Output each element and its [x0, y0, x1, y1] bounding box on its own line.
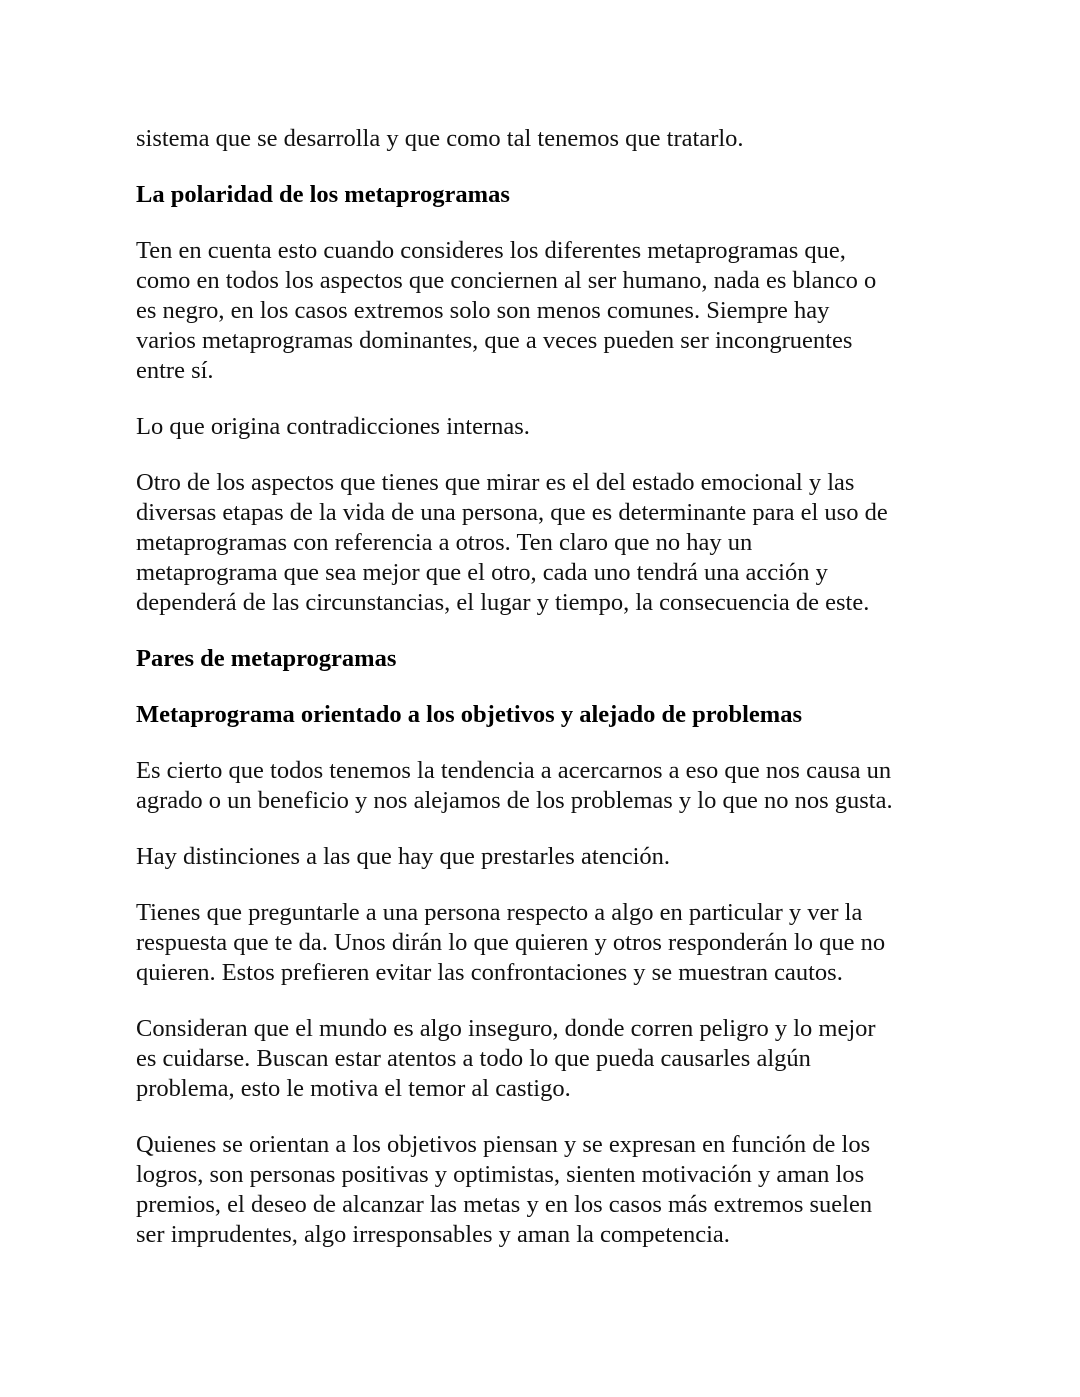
text-line: Hay distinciones a las que hay que prestarles atención.: [136, 843, 671, 870]
text-line: sistema que se desarrolla y que como tal tenemos que tratarlo.: [136, 125, 744, 152]
text-line: Lo que origina contradicciones internas.: [136, 413, 530, 440]
document-page: [136, 124, 956, 1276]
text-line: varios metaprogramas dominantes, que a veces pueden ser incongruentes: [136, 327, 853, 354]
text-line: Quienes se orientan a los objetivos piensan y se expresan en función de los: [136, 1131, 871, 1158]
text-line: quieren. Estos prefieren evitar las confrontaciones y se muestran cautos.: [136, 959, 843, 986]
heading-pares: Pares de metaprogramas: [136, 645, 397, 672]
text-line: entre sí.: [136, 357, 214, 384]
text-line: problema, esto le motiva el temor al castigo.: [136, 1075, 571, 1102]
text-line: metaprogramas con referencia a otros. Ten claro que no hay un: [136, 529, 753, 556]
text-line: Es cierto que todos tenemos la tendencia a acercarnos a eso que nos causa un: [136, 757, 892, 784]
paragraph-tendencia: [136, 756, 956, 816]
paragraph-ten-en-cuenta: [136, 236, 956, 386]
paragraph-objetivos: [136, 1130, 956, 1250]
paragraph-continuation: [136, 124, 956, 154]
text-line: es cuidarse. Buscan estar atentos a todo lo que pueda causarles algún: [136, 1045, 811, 1072]
paragraph-estado-emocional: [136, 468, 956, 618]
heading-polaridad: La polaridad de los metaprogramas: [136, 181, 510, 208]
text-line: diversas etapas de la vida de una persona, que es determinante para el uso de: [136, 499, 888, 526]
text-line: respuesta que te da. Unos dirán lo que quieren y otros responderán lo que no: [136, 929, 886, 956]
paragraph-preguntarle: [136, 898, 956, 988]
text-line: Tienes que preguntarle a una persona respecto a algo en particular y ver la: [136, 899, 863, 926]
text-line: agrado o un beneficio y nos alejamos de los problemas y lo que no nos gusta.: [136, 787, 893, 814]
paragraph-contradicciones: [136, 412, 956, 442]
text-line: Ten en cuenta esto cuando consideres los diferentes metaprogramas que,: [136, 237, 846, 264]
text-line: Otro de los aspectos que tienes que mirar es el del estado emocional y las: [136, 469, 855, 496]
text-line: ser imprudentes, algo irresponsables y aman la competencia.: [136, 1221, 730, 1248]
heading-metaprograma-orientado: Metaprograma orientado a los objetivos y alejado de problemas: [136, 701, 802, 728]
paragraph-distinciones: [136, 842, 956, 872]
text-line: metaprograma que sea mejor que el otro, cada uno tendrá una acción y: [136, 559, 828, 586]
text-line: dependerá de las circunstancias, el lugar y tiempo, la consecuencia de este.: [136, 589, 870, 616]
paragraph-mundo-inseguro: [136, 1014, 956, 1104]
text-line: premios, el deseo de alcanzar las metas y en los casos más extremos suelen: [136, 1191, 873, 1218]
text-line: Consideran que el mundo es algo inseguro, donde corren peligro y lo mejor: [136, 1015, 876, 1042]
text-line: es negro, en los casos extremos solo son menos comunes. Siempre hay: [136, 297, 830, 324]
text-line: logros, son personas positivas y optimistas, sienten motivación y aman los: [136, 1161, 865, 1188]
text-line: como en todos los aspectos que conciernen al ser humano, nada es blanco o: [136, 267, 877, 294]
